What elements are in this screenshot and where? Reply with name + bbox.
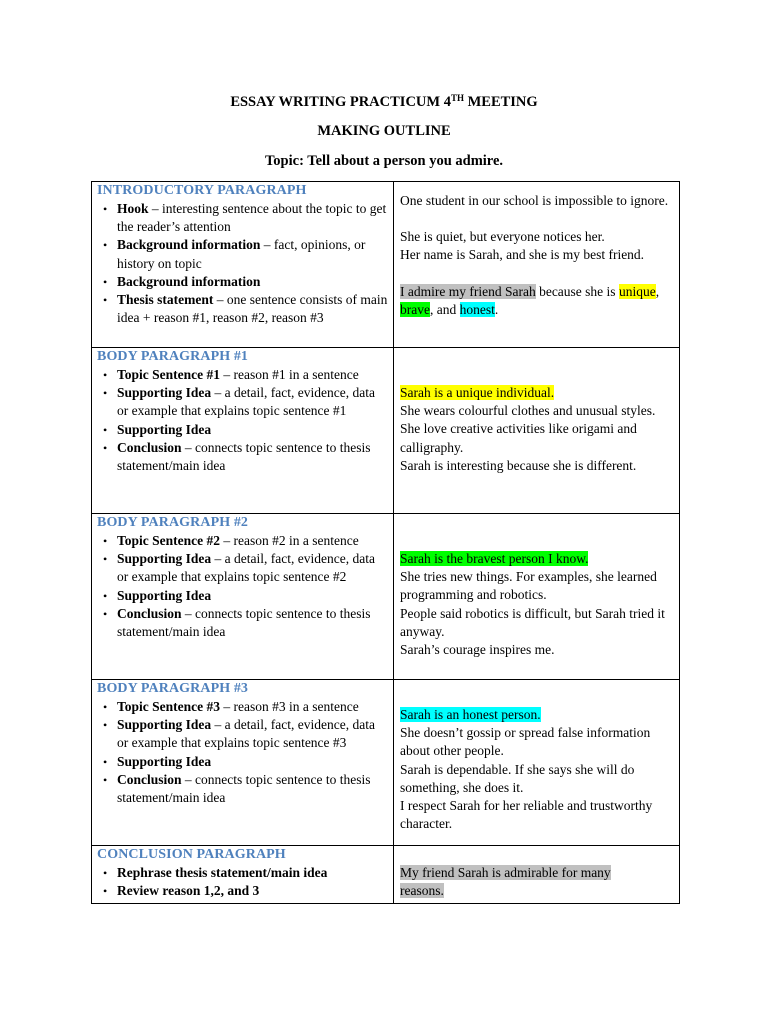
list-item bbox=[117, 421, 389, 439]
conclusion-guide-cell bbox=[92, 846, 394, 904]
list-item bbox=[117, 200, 389, 236]
intro-line-2: She is quiet, but everyone notices her. bbox=[400, 229, 605, 245]
body1-heading: BODY PARAGRAPH #1 bbox=[97, 349, 249, 364]
thesis-separator: , bbox=[655, 283, 660, 299]
point-text: – a detail, fact, evidence, data or example that explains topic sentence #2 bbox=[117, 551, 375, 585]
intro-line-1: One student in our school is impossible to ignore. bbox=[400, 193, 669, 208]
intro-heading: INTRODUCTORY PARAGRAPH bbox=[97, 183, 307, 198]
thesis-end: . bbox=[494, 301, 499, 317]
list-item bbox=[117, 605, 389, 641]
list-item bbox=[117, 291, 389, 327]
point-keyword: Background information bbox=[117, 273, 261, 289]
body1-line: Sarah is interesting because she is different. bbox=[400, 457, 637, 473]
thesis-highlight: I admire my friend Sarah bbox=[400, 283, 536, 299]
body3-line: Sarah is dependable. If she says she will do something, she does it. bbox=[400, 761, 635, 795]
body1-topic-sentence bbox=[400, 384, 673, 402]
list-item bbox=[117, 236, 389, 272]
point-text: – one sentence consists of main idea + reason #1, reason #2, reason #3 bbox=[117, 292, 388, 326]
body3-example-cell bbox=[394, 680, 680, 846]
point-text: – connects topic sentence to thesis statement/main idea bbox=[117, 439, 371, 474]
document-subtitle: MAKING OUTLINE bbox=[317, 123, 451, 139]
point-text: – fact, opinions, or history on topic bbox=[117, 237, 366, 271]
thesis-text: because she is bbox=[535, 283, 619, 299]
point-keyword: Thesis statement bbox=[117, 292, 214, 308]
point-keyword: Supporting Idea bbox=[117, 717, 212, 733]
body2-line: People said robotics is difficult, but Sarah tried it anyway. bbox=[400, 605, 665, 639]
list-item bbox=[117, 550, 389, 586]
point-keyword: Conclusion bbox=[117, 605, 182, 621]
list-item bbox=[117, 716, 389, 752]
list-item bbox=[117, 753, 389, 771]
conclusion-highlight: reasons. bbox=[400, 883, 444, 899]
conclusion-line-2 bbox=[400, 882, 673, 900]
reason-brave: brave bbox=[400, 301, 430, 317]
conclusion-heading: CONCLUSION PARAGRAPH bbox=[97, 847, 286, 862]
point-keyword: Conclusion bbox=[117, 439, 182, 455]
point-text: – interesting sentence about the topic to get the reader’s attention bbox=[117, 201, 387, 235]
body3-topic-sentence bbox=[400, 706, 673, 724]
point-keyword: Supporting Idea bbox=[117, 551, 212, 567]
intro-line-3: Her name is Sarah, and she is my best friend. bbox=[400, 247, 645, 263]
body2-heading: BODY PARAGRAPH #2 bbox=[97, 515, 249, 530]
body2-line: Sarah’s courage inspires me. bbox=[400, 642, 555, 658]
body3-row bbox=[92, 680, 680, 846]
conclusion-row bbox=[92, 846, 680, 904]
point-text: – a detail, fact, evidence, data or example that explains topic sentence #3 bbox=[117, 717, 375, 751]
body1-points bbox=[97, 366, 389, 475]
list-item bbox=[117, 882, 389, 900]
document-topic: Topic: Tell about a person you admire. bbox=[264, 153, 504, 169]
title-superscript: TH bbox=[450, 93, 464, 103]
point-keyword: Conclusion bbox=[117, 771, 182, 787]
body2-points bbox=[97, 532, 389, 641]
point-keyword: Supporting Idea bbox=[117, 587, 212, 603]
list-item bbox=[117, 771, 389, 807]
point-keyword: Topic Sentence #1 bbox=[117, 367, 221, 382]
body3-heading: BODY PARAGRAPH #3 bbox=[97, 681, 249, 696]
intro-guide-cell bbox=[92, 182, 394, 348]
thesis-sentence bbox=[400, 283, 673, 319]
body2-row bbox=[92, 514, 680, 680]
list-item bbox=[117, 864, 389, 882]
topic-highlight: Sarah is an honest person. bbox=[400, 707, 541, 722]
body2-line: She tries new things. For examples, she learned programming and robotics. bbox=[400, 569, 657, 603]
outline-table bbox=[91, 181, 680, 904]
conclusion-points bbox=[97, 864, 389, 900]
list-item bbox=[117, 587, 389, 605]
list-item bbox=[117, 532, 389, 550]
point-keyword: Topic Sentence #2 bbox=[117, 533, 221, 548]
point-text: – connects topic sentence to thesis statement/main idea bbox=[117, 771, 371, 806]
document-title bbox=[0, 93, 768, 111]
point-keyword: Supporting Idea bbox=[117, 421, 212, 437]
conclusion-line-1 bbox=[400, 864, 673, 882]
list-item bbox=[117, 273, 389, 291]
title-prefix: ESSAY WRITING PRACTICUM 4 bbox=[230, 94, 451, 110]
point-text: – connects topic sentence to thesis statement/main idea bbox=[117, 605, 371, 640]
list-item bbox=[117, 366, 389, 384]
body2-example-cell bbox=[394, 514, 680, 680]
thesis-separator: , and bbox=[429, 301, 460, 317]
body3-line: She doesn’t gossip or spread false information about other people. bbox=[400, 725, 651, 759]
point-keyword: Supporting Idea bbox=[117, 385, 212, 401]
point-keyword: Supporting Idea bbox=[117, 753, 212, 769]
conclusion-highlight: My friend Sarah is admirable for many bbox=[400, 865, 611, 880]
intro-example-cell bbox=[394, 182, 680, 348]
reason-unique: unique bbox=[618, 283, 656, 299]
point-keyword: Review reason 1,2, and 3 bbox=[117, 883, 260, 899]
body1-guide-cell bbox=[92, 348, 394, 514]
point-text: – reason #2 in a sentence bbox=[220, 533, 359, 548]
body3-line: I respect Sarah for her reliable and trustworthy character. bbox=[400, 798, 653, 832]
intro-points bbox=[97, 200, 389, 327]
point-keyword: Hook bbox=[117, 201, 149, 216]
point-text: – reason #3 in a sentence bbox=[220, 699, 359, 714]
point-keyword: Topic Sentence #3 bbox=[117, 699, 221, 714]
list-item bbox=[117, 439, 389, 475]
title-suffix: MEETING bbox=[463, 94, 538, 110]
conclusion-example-cell bbox=[394, 846, 680, 904]
list-item bbox=[117, 384, 389, 420]
point-keyword: Rephrase thesis statement/main idea bbox=[117, 865, 328, 880]
body1-line: She love creative activities like origami and calligraphy. bbox=[400, 421, 637, 455]
body1-example-cell bbox=[394, 348, 680, 514]
topic-highlight: Sarah is the bravest person I know. bbox=[400, 551, 589, 566]
body1-row bbox=[92, 348, 680, 514]
reason-honest: honest bbox=[459, 301, 495, 317]
body2-guide-cell bbox=[92, 514, 394, 680]
body3-guide-cell bbox=[92, 680, 394, 846]
intro-row bbox=[92, 182, 680, 348]
topic-highlight: Sarah is a unique individual. bbox=[400, 385, 555, 400]
point-keyword: Background information bbox=[117, 237, 261, 253]
body1-line: She wears colourful clothes and unusual styles. bbox=[400, 403, 656, 419]
point-text: – reason #1 in a sentence bbox=[220, 367, 359, 382]
body2-topic-sentence bbox=[400, 550, 673, 568]
point-text: – a detail, fact, evidence, data or example that explains topic sentence #1 bbox=[117, 385, 375, 419]
list-item bbox=[117, 698, 389, 716]
body3-points bbox=[97, 698, 389, 807]
